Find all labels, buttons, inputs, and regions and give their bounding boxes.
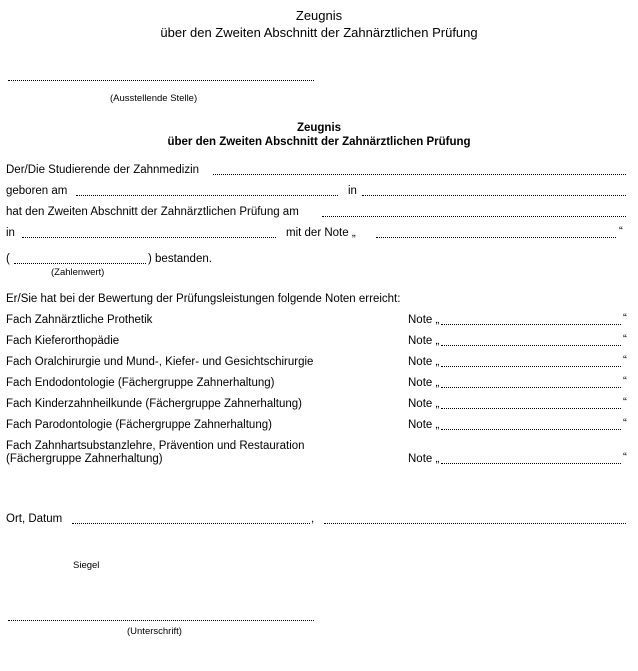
subject-note-label: Note „	[408, 453, 440, 465]
subject-name: Fach Zahnärztliche Prothetik	[6, 314, 153, 326]
numeric-grade-field[interactable]	[14, 263, 146, 264]
student-name-field[interactable]	[213, 174, 626, 175]
numeric-caption: (Zahlenwert)	[51, 267, 105, 278]
certificate-title: Zeugnis	[296, 122, 342, 134]
subject-close-quote: “	[623, 376, 627, 388]
grades-intro: Er/Sie hat bei der Bewertung der Prüfungsleistungen folgende Noten erreicht:	[6, 293, 401, 305]
exam-date-field[interactable]	[322, 216, 626, 217]
certificate-subtitle: über den Zweiten Abschnitt der Zahnärztlichen Prüfung	[167, 136, 471, 148]
subject-grade-field[interactable]	[441, 366, 621, 367]
signature-caption: (Unterschrift)	[127, 626, 182, 637]
issuer-line[interactable]	[8, 80, 314, 81]
birth-place-label: in	[348, 185, 357, 197]
page-subtitle: über den Zweiten Abschnitt der Zahnärztlichen Prüfung	[160, 25, 478, 40]
subject-name: Fach Kieferorthopädie	[6, 335, 120, 347]
subject-close-quote: “	[623, 397, 627, 409]
place-field[interactable]	[72, 523, 310, 524]
page-title: Zeugnis	[295, 8, 343, 23]
subject-name: Fach Oralchirurgie und Mund-, Kiefer- und Gesichtschirurgie	[6, 356, 314, 368]
subject-note-label: Note „	[408, 377, 440, 389]
exam-place-label: in	[6, 227, 15, 239]
subject-note-label: Note „	[408, 356, 440, 368]
seal-label: Siegel	[73, 560, 100, 571]
passed-label: ) bestanden.	[148, 253, 212, 265]
birth-place-field[interactable]	[362, 195, 626, 196]
subject-note-label: Note „	[408, 419, 440, 431]
subject-close-quote: “	[623, 313, 627, 325]
subject-note-label: Note „	[408, 314, 440, 326]
subject-grade-field[interactable]	[441, 463, 621, 464]
overall-grade-field[interactable]	[376, 237, 616, 238]
signature-line[interactable]	[8, 620, 314, 621]
subject-grade-field[interactable]	[441, 345, 621, 346]
subject-name: Fach Endodontologie (Fächergruppe Zahnerhaltung)	[6, 377, 275, 389]
birth-date-field[interactable]	[76, 195, 338, 196]
subject-close-quote: “	[623, 355, 627, 367]
place-date-label: Ort, Datum	[6, 513, 63, 525]
grade-close-quote: “	[619, 226, 623, 238]
place-date-comma: ,	[311, 513, 315, 525]
student-label: Der/Die Studierende der Zahnmedizin	[6, 164, 200, 176]
subject-grade-field[interactable]	[441, 324, 621, 325]
subject-note-label: Note „	[408, 335, 440, 347]
numeric-open-paren: (	[6, 253, 10, 265]
exam-place-field[interactable]	[22, 237, 276, 238]
subject-close-quote: “	[623, 334, 627, 346]
grade-label: mit der Note „	[286, 227, 356, 239]
born-label: geboren am	[6, 185, 68, 197]
subject-close-quote: “	[623, 452, 627, 464]
subject-grade-field[interactable]	[441, 429, 621, 430]
subject-name: Fach Kinderzahnheilkunde (Fächergruppe Zahnerhaltung)	[6, 398, 302, 410]
exam-label: hat den Zweiten Abschnitt der Zahnärztlichen Prüfung am	[6, 206, 299, 218]
subject-note-label: Note „	[408, 398, 440, 410]
date-field[interactable]	[324, 523, 626, 524]
subject-grade-field[interactable]	[441, 387, 621, 388]
subject-close-quote: “	[623, 418, 627, 430]
subject-name: Fach Parodontologie (Fächergruppe Zahnerhaltung)	[6, 419, 272, 431]
subject-name-line2: (Fächergruppe Zahnerhaltung)	[6, 453, 163, 465]
subject-name: Fach Zahnhartsubstanzlehre, Prävention und Restauration	[6, 440, 305, 452]
issuer-caption: (Ausstellende Stelle)	[110, 93, 198, 104]
subject-grade-field[interactable]	[441, 408, 621, 409]
